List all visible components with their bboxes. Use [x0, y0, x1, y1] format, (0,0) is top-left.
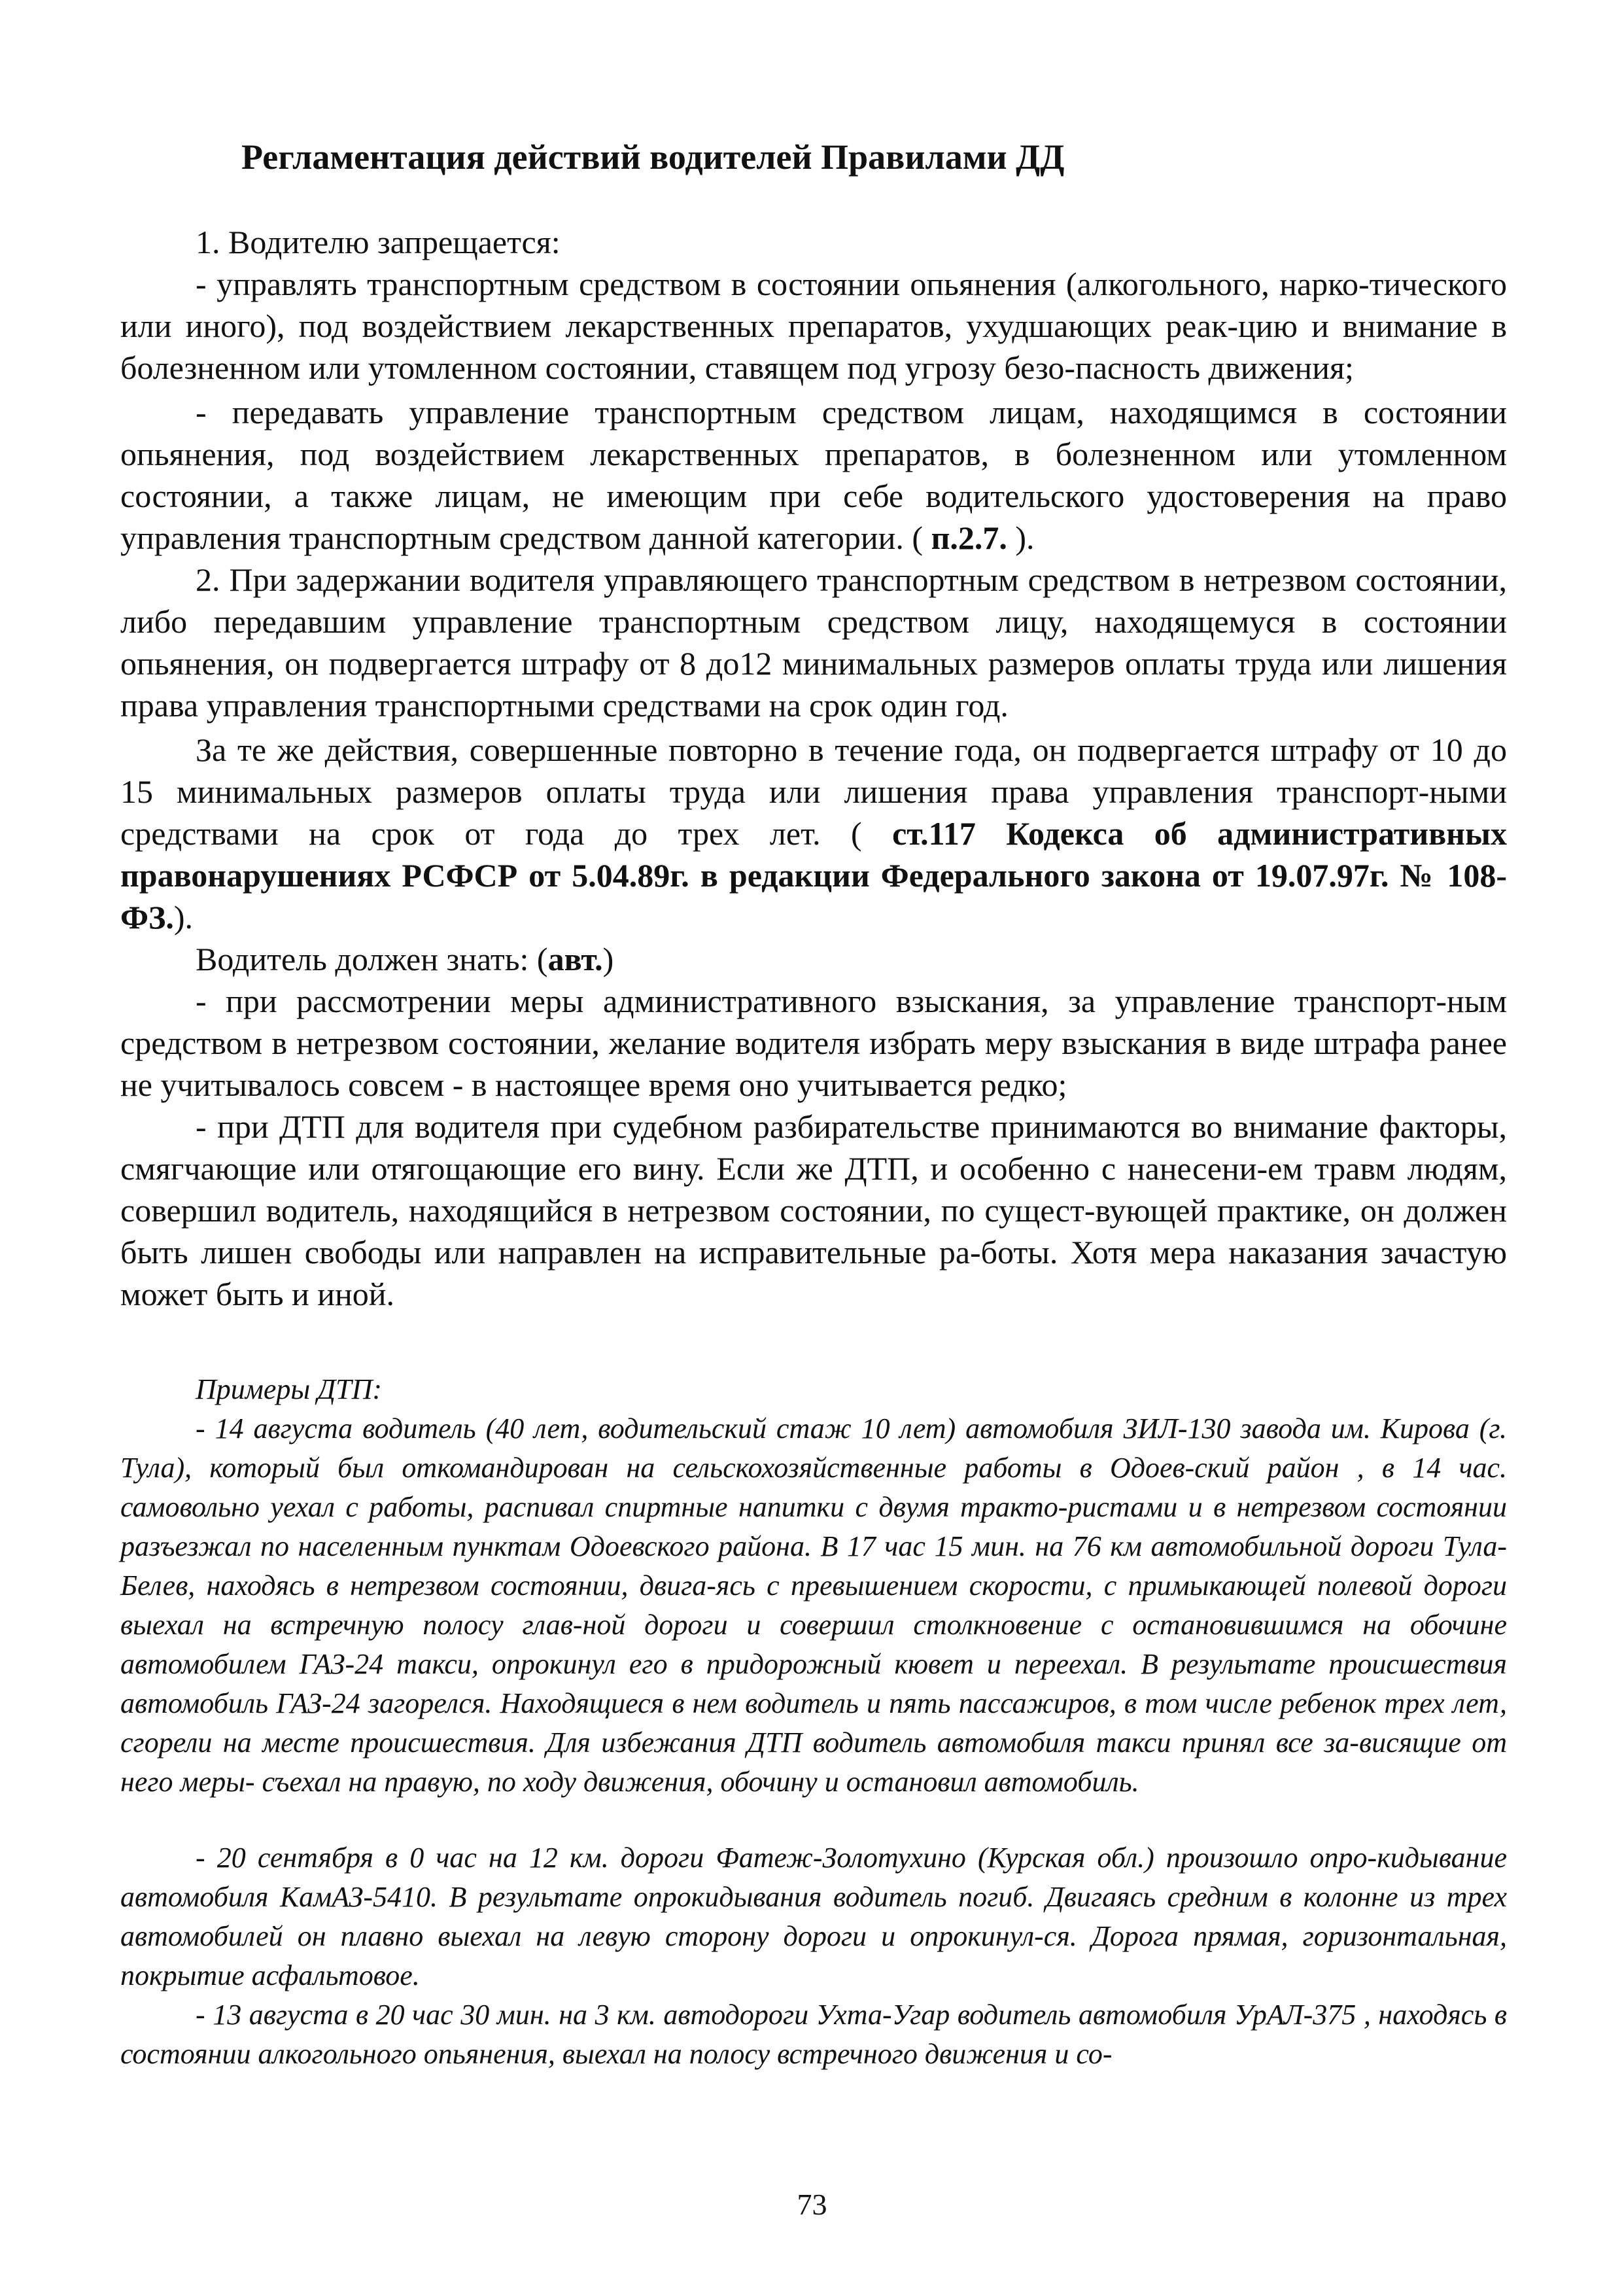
section2-para2 — [120, 729, 1507, 938]
section3-heading-text: Водитель должен знать: ( — [196, 941, 548, 977]
section2-para1: 2. При задержании водителя управляющего транспортным средством в нетрезвом состоянии, либо передавшим управление транспортным средством лицу, находящемуся в состоянии опьянения, он подвергается штрафу от 8 до12 минимальных размеров оплаты труда или лишения права управления транспортными средствами на срок один год. — [120, 561, 1507, 724]
section1-item1: - управлять транспортным средством в состоянии опьянения (алкогольного, нарко-тического или иного), под воздействием лекарственных препаратов, ухудшающих реак-цию и внимание в болезненном или утомленном состоянии, ставящем под угрозу безо-пасность движения; — [120, 266, 1507, 386]
document-page — [120, 98, 1507, 2074]
example-1: - 14 августа водитель (40 лет, водительский стаж 10 лет) автомобиля ЗИЛ-130 завода им. Кирова (г. Тула), который был откомандирован на сельскохозяйственные работы в Одоев-ский район , в 14 час. самовольно уехал с работы, распивал спиртные напитки с двумя тракто-ристами и в нетрезвом состоянии разъезжал по населенным пунктам Одоевского района. В 17 час 15 мин. на 76 км автомобильной дороги Тула-Белев, находясь в нетрезвом состоянии, двига-ясь с превышением скорости, с примыкающей полевой дороги выехал на встречную полосу глав-ной дороги и совершил столкновение с остановившимся на обочине автомобилем ГАЗ-24 такси, опрокинул его в придорожный кювет и переехал. В результате происшествия автомобиль ГАЗ-24 загорелся. Находящиеся в нем водитель и пять пассажиров, в том числе ребенок трех лет, сгорели на месте происшествия. Для избежания ДТП водитель автомобиля такси принял все за-висящие от него меры- съехал на правую, по ходу движения, обочину и остановил автомобиль. — [120, 1412, 1507, 1798]
section3-heading-end: ) — [602, 941, 614, 977]
section3-heading-ref: авт. — [547, 941, 603, 977]
section1-heading: 1. Водителю запрещается: — [196, 224, 561, 260]
page-number: 73 — [797, 2188, 827, 2221]
section3-item1: - при рассмотрении меры административного взыскания, за управление транспорт-ным средством в нетрезвом состоянии, желание водителя избрать меру взыскания в виде штрафа ранее не учитывалось совсем - в настоящее время оно учитывается редко; — [120, 983, 1507, 1103]
section2-para2-text: За те же действия, совершенные повторно в течение года, он подвергается штрафу от 10 до 15 минимальных размеров оплаты труда или лишения права управления транспорт-ными средствами на срок от года до трех лет. ( — [120, 731, 1507, 852]
section2-para2-ref: ст.117 Кодекса об административных правонарушениях РСФСР от 5.04.89г. в редакции Федерального закона от 19.07.97г. № 108-ФЗ. — [120, 815, 1508, 936]
example-3: - 13 августа в 20 час 30 мин. на 3 км. автодороги Ухта-Угар водитель автомобиля УрАЛ-375 , находясь в состоянии алкогольного опьянения, выехал на полосу встречного движения и со- — [120, 1999, 1507, 2070]
section1-item2 — [120, 391, 1507, 559]
examples-heading: Примеры ДТП: — [196, 1373, 383, 1405]
section3-item2: - при ДТП для водителя при судебном разбирательстве принимаются во внимание факторы, смягчающие или отягощающие его вину. Если же ДТП, и особенно с нанесени-ем травм людям, совершил водитель, находящийся в нетрезвом состоянии, по сущест-вующей практике, он должен быть лишен свободы или направлен на исправительные ра-боты. Хотя мера наказания зачастую может быть и иной. — [120, 1108, 1507, 1312]
example-2: - 20 сентября в 0 час на 12 км. дороги Фатеж-Золотухино (Курская обл.) произошло опро-кидывание автомобиля КамАЗ-5410. В результате опрокидывания водитель погиб. Двигаясь средним в колонне из трех автомобилей он плавно выехал на левую сторону дороги и опрокинул-ся. Дорога прямая, горизонтальная, покрытие асфальтовое. — [120, 1842, 1507, 1991]
section2-para2-end: ). — [173, 899, 193, 936]
section3-heading — [120, 938, 1507, 980]
section1-item2-text: - передавать управление транспортным средством лицам, находящимся в состоянии опьянения, под воздействием лекарственных препаратов, в болезненном или утомленном состоянии, а также лицам, не имеющим при себе водительского удостоверения на право управления транспортным средством данной категории. ( — [120, 394, 1507, 556]
section1-item2-ref: п.2.7. — [931, 519, 1007, 556]
document-title: Регламентация действий водителей Правилами ДД — [241, 137, 1065, 177]
section1-item2-end: ). — [1007, 519, 1035, 556]
